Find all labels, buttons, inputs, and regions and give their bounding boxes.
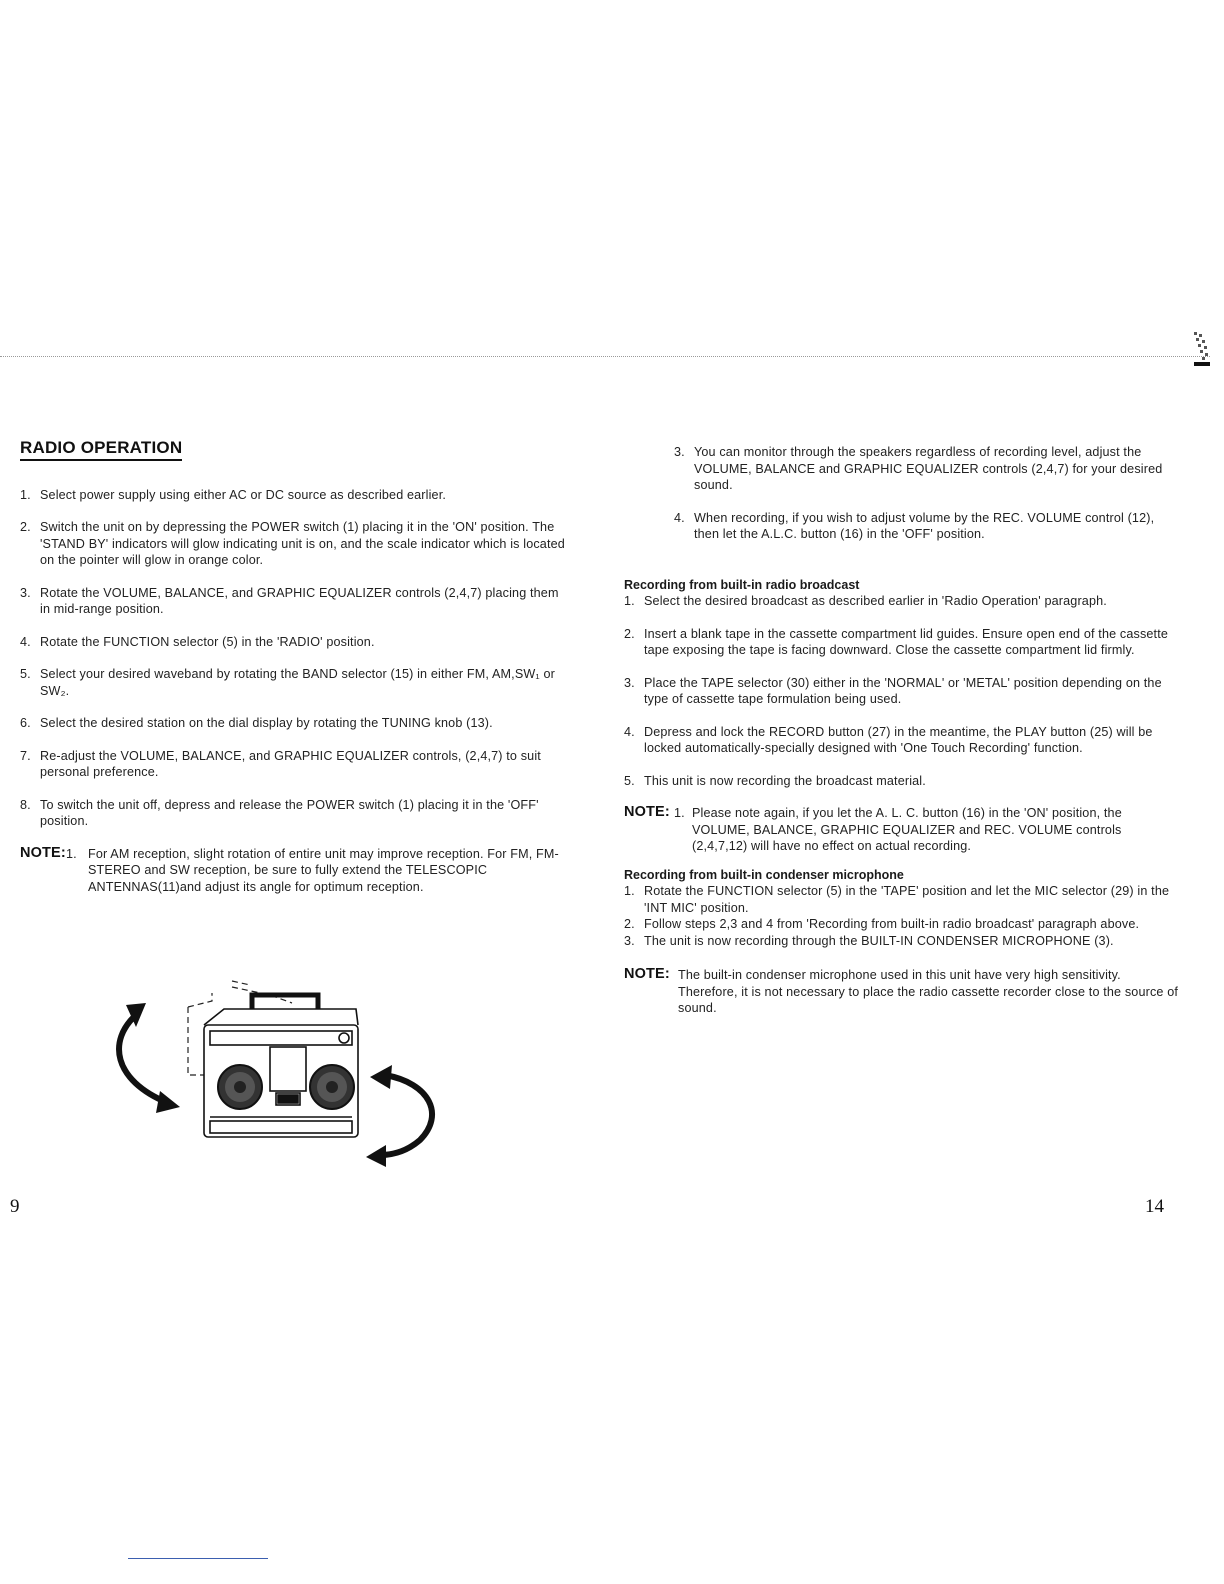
list-item bbox=[624, 883, 1180, 916]
note-number: 1. bbox=[66, 846, 77, 861]
rotate-arrow-left-icon bbox=[119, 1003, 180, 1113]
scan-edge-line bbox=[0, 356, 1210, 357]
list-item bbox=[20, 797, 568, 830]
step-number: 3. bbox=[20, 585, 31, 600]
step-number: 3. bbox=[674, 445, 685, 459]
step-number: 6. bbox=[20, 716, 31, 730]
step-text: You can monitor through the speakers regardless of recording level, adjust the VOLUME, BALANCE and GRAPHIC EQUALIZER controls (2,4,7) for your desired sound. bbox=[694, 445, 1163, 492]
step-text: Follow steps 2,3 and 4 from 'Recording from built-in radio broadcast' paragraph above. bbox=[644, 917, 1140, 931]
speaker-left-icon bbox=[218, 1065, 262, 1109]
step-number: 5. bbox=[20, 667, 31, 681]
list-item bbox=[624, 933, 1180, 950]
speaker-right-icon bbox=[310, 1065, 354, 1109]
step-text: Select your desired waveband by rotating the BAND selector (15) in either FM, AM,SW₁ or SW₂. bbox=[40, 667, 555, 698]
mic-recording-heading: Recording from built-in condenser microphone bbox=[624, 867, 904, 882]
note-number: 1. bbox=[674, 806, 685, 820]
page-number-left: 9 bbox=[10, 1196, 20, 1217]
step-number: 1. bbox=[624, 594, 635, 608]
section-title: RADIO OPERATION bbox=[20, 440, 182, 461]
list-item bbox=[20, 634, 568, 651]
note-text: The built-in condenser microphone used in this unit have very high sensitivity. Therefore, it is not necessary to place the radio cassette recorder close to the source of sound. bbox=[678, 968, 1179, 1015]
monitor-steps bbox=[624, 444, 1180, 543]
reception-note bbox=[20, 846, 568, 896]
step-number: 4. bbox=[20, 634, 31, 649]
step-text: Rotate the VOLUME, BALANCE, and GRAPHIC EQUALIZER controls (2,4,7) placing them in mid-range position. bbox=[40, 585, 559, 616]
step-text: Place the TAPE selector (30) either in the 'NORMAL' or 'METAL' position depending on the type of cassette tape formulation being used. bbox=[644, 675, 1162, 706]
step-text: Select the desired station on the dial display by rotating the TUNING knob (13). bbox=[40, 716, 493, 730]
list-item bbox=[624, 626, 1180, 659]
step-text: Rotate the FUNCTION selector (5) in the 'TAPE' position and let the MIC selector (29) in the 'INT MIC' position. bbox=[644, 884, 1170, 915]
mic-recording-steps bbox=[624, 883, 1180, 949]
radio-operation-steps bbox=[20, 487, 568, 830]
step-number: 2. bbox=[20, 520, 31, 534]
radio-rotation-illustration bbox=[100, 965, 460, 1175]
radio-recording-heading: Recording from built-in radio broadcast bbox=[624, 577, 860, 592]
page-number-right: 14 bbox=[1145, 1196, 1164, 1217]
list-item bbox=[624, 724, 1180, 757]
step-number: 2. bbox=[624, 917, 635, 931]
step-number: 4. bbox=[624, 724, 635, 739]
list-item bbox=[624, 773, 1180, 790]
scan-corner-mark bbox=[1172, 330, 1210, 368]
rotate-arrow-right-icon bbox=[366, 1065, 432, 1167]
step-number: 3. bbox=[624, 933, 635, 948]
list-item bbox=[624, 916, 1180, 933]
note-label: NOTE: bbox=[20, 844, 66, 861]
step-text: Depress and lock the RECORD button (27) in the meantime, the PLAY button (25) will be locked automatically-specially designed with 'One Touch Recording' function. bbox=[644, 724, 1153, 755]
step-number: 8. bbox=[20, 797, 31, 812]
step-text: Select power supply using either AC or DC source as described earlier. bbox=[40, 487, 446, 502]
step-text: Select the desired broadcast as described earlier in 'Radio Operation' paragraph. bbox=[644, 594, 1107, 608]
note-label: NOTE: bbox=[624, 804, 670, 820]
step-text: Switch the unit on by depressing the POWER switch (1) placing it in the 'ON' position. The 'STAND BY' indicators will glow indicating unit is on, and the scale indicator which is located on the pointer will glow in orange color. bbox=[40, 520, 565, 567]
note-text: Please note again, if you let the A. L. C. button (16) in the 'ON' position, the VOLUME, BALANCE, GRAPHIC EQUALIZER and REC. VOLUME controls (2,4,7,12) will have no effect on actual recording. bbox=[692, 806, 1122, 853]
step-text: The unit is now recording through the BUILT-IN CONDENSER MICROPHONE (3). bbox=[644, 933, 1114, 948]
list-item bbox=[624, 593, 1180, 610]
step-text: To switch the unit off, depress and release the POWER switch (1) placing it in the 'OFF' position. bbox=[40, 797, 539, 828]
step-number: 2. bbox=[624, 626, 635, 641]
step-number: 7. bbox=[20, 748, 31, 763]
alc-note bbox=[624, 805, 1180, 855]
list-item bbox=[624, 510, 1180, 543]
step-number: 3. bbox=[624, 675, 635, 690]
list-item bbox=[20, 666, 568, 699]
list-item bbox=[624, 675, 1180, 708]
note-label: NOTE: bbox=[624, 966, 670, 982]
note-text: For AM reception, slight rotation of entire unit may improve reception. For FM, FM-STEREO and SW reception, be sure to fully extend the TELESCOPIC ANTENNAS(11)and adjust its angle for optimum reception. bbox=[88, 846, 559, 894]
step-number: 1. bbox=[624, 884, 635, 898]
list-item bbox=[624, 444, 1180, 494]
bottom-rule bbox=[128, 1558, 268, 1559]
step-text: Re-adjust the VOLUME, BALANCE, and GRAPHIC EQUALIZER controls, (2,4,7) to suit personal preference. bbox=[40, 748, 541, 779]
right-page bbox=[624, 444, 1180, 1017]
list-item bbox=[20, 715, 568, 732]
left-page bbox=[20, 440, 568, 895]
step-text: Rotate the FUNCTION selector (5) in the 'RADIO' position. bbox=[40, 634, 375, 649]
step-number: 5. bbox=[624, 773, 635, 788]
step-text: This unit is now recording the broadcast material. bbox=[644, 773, 926, 788]
step-number: 1. bbox=[20, 487, 31, 502]
step-text: When recording, if you wish to adjust volume by the REC. VOLUME control (12), then let the A.L.C. button (16) in the 'OFF' position. bbox=[694, 510, 1155, 541]
list-item bbox=[20, 585, 568, 618]
radio-recording-steps bbox=[624, 593, 1180, 789]
step-number: 4. bbox=[674, 510, 685, 525]
list-item bbox=[20, 487, 568, 504]
step-text: Insert a blank tape in the cassette compartment lid guides. Ensure open end of the cassette tape exposing the tape is facing downward. Close the cassette compartment lid firmly. bbox=[644, 626, 1169, 657]
microphone-note bbox=[624, 967, 1180, 1017]
list-item bbox=[20, 748, 568, 781]
list-item bbox=[20, 519, 568, 569]
